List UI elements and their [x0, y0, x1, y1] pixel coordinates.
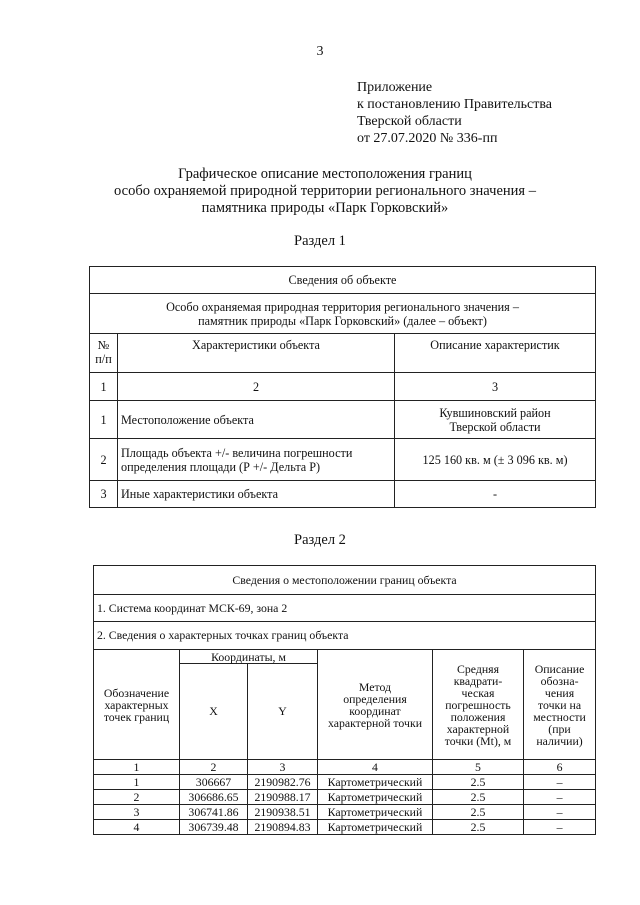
object-info-table — [89, 266, 596, 508]
header-line: Описание — [534, 661, 585, 676]
col-number: 2 — [118, 373, 395, 401]
header-line: (при — [548, 721, 571, 736]
point-y: 2190988.17 — [248, 790, 318, 805]
row-value: 125 160 кв. м (± 3 096 кв. м) — [395, 439, 596, 481]
object-line: Особо охраняемая природная территория регионального значения – — [166, 299, 519, 314]
point-x: 306739.48 — [180, 820, 248, 835]
header-line: координат — [349, 703, 401, 718]
header-line: чения — [544, 685, 575, 700]
header-y: Y — [248, 664, 318, 760]
header-line: характерной точки — [327, 715, 423, 730]
title-line: памятника природы «Парк Горковский» — [201, 200, 449, 216]
table-row — [94, 790, 596, 805]
object-line: памятник природы «Парк Горковский» (далее – объект) — [198, 313, 487, 328]
header-line: Метод — [358, 679, 392, 694]
object-description — [90, 294, 596, 334]
table-row — [90, 439, 596, 481]
appendix-line: Тверской области — [357, 114, 462, 129]
header-line: квадрати- — [453, 673, 503, 688]
point-error: 2.5 — [433, 805, 524, 820]
row-num: 2 — [90, 439, 118, 481]
point-description: – — [524, 805, 596, 820]
point-method: Картометрический — [318, 790, 433, 805]
header-line: определения — [343, 691, 407, 706]
point-method: Картометрический — [318, 805, 433, 820]
table-row — [94, 805, 596, 820]
col-number: 3 — [248, 760, 318, 775]
header-description: Описание характеристик — [395, 334, 596, 373]
header-line: ческая — [461, 685, 495, 700]
header-line: Средняя — [456, 661, 499, 676]
table-row — [94, 775, 596, 790]
header-line: наличии) — [536, 733, 583, 748]
header-line: местности — [533, 709, 586, 724]
header-characteristics: Характеристики объекта — [118, 334, 395, 373]
col-number: 3 — [395, 373, 596, 401]
table-title: Сведения о местоположении границ объекта — [94, 566, 596, 595]
point-id: 1 — [94, 775, 180, 790]
point-description: – — [524, 775, 596, 790]
row-num: 3 — [90, 481, 118, 508]
header-line: положения — [450, 709, 506, 724]
points-title: 2. Сведения о характерных точках границ объекта — [94, 622, 596, 650]
row-name-line: Площадь объекта +/- величина погрешности — [121, 445, 353, 460]
header-point-description — [524, 650, 596, 760]
header-num-line: № — [97, 338, 110, 352]
point-description: – — [524, 790, 596, 805]
header-line: точки на — [537, 697, 582, 712]
point-id: 4 — [94, 820, 180, 835]
header-error — [433, 650, 524, 760]
col-number: 1 — [90, 373, 118, 401]
table-row — [90, 481, 596, 508]
title-line: Графическое описание местоположения границ — [178, 166, 472, 182]
header-line: погрешность — [445, 697, 511, 712]
row-value-line: Кувшиновский район — [439, 405, 551, 420]
table-title: Сведения об объекте — [90, 267, 596, 294]
appendix-line: к постановлению Правительства — [357, 97, 553, 112]
col-number: 5 — [433, 760, 524, 775]
header-line: точек границ — [103, 709, 170, 724]
point-description: – — [524, 820, 596, 835]
header-line: Обозначение — [103, 685, 170, 700]
point-error: 2.5 — [433, 790, 524, 805]
header-num-line: п/п — [95, 352, 112, 366]
point-y: 2190982.76 — [248, 775, 318, 790]
point-error: 2.5 — [433, 820, 524, 835]
col-number: 6 — [524, 760, 596, 775]
point-id: 2 — [94, 790, 180, 805]
section-2-heading: Раздел 2 — [294, 532, 346, 548]
point-method: Картометрический — [318, 820, 433, 835]
row-value — [395, 401, 596, 439]
header-coords: Координаты, м — [180, 650, 318, 664]
point-x: 306686.65 — [180, 790, 248, 805]
row-name: Иные характеристики объекта — [118, 481, 395, 508]
title-line: особо охраняемой природной территории регионального значения – — [114, 183, 536, 199]
point-error: 2.5 — [433, 775, 524, 790]
appendix-line: Приложение — [357, 80, 433, 95]
header-designation — [94, 650, 180, 760]
appendix-line: от 27.07.2020 № 336-пп — [357, 131, 498, 146]
col-number: 4 — [318, 760, 433, 775]
header-line: характерной — [446, 721, 510, 736]
point-y: 2190894.83 — [248, 820, 318, 835]
boundary-points-table — [93, 565, 596, 835]
page-number: 3 — [316, 44, 324, 59]
col-number: 1 — [94, 760, 180, 775]
point-x: 306741.86 — [180, 805, 248, 820]
row-value-line: Тверской области — [449, 419, 541, 434]
document-title — [60, 166, 590, 217]
point-id: 3 — [94, 805, 180, 820]
row-name — [118, 439, 395, 481]
point-x: 306667 — [180, 775, 248, 790]
header-line: обозна- — [540, 673, 579, 688]
table-row — [94, 820, 596, 835]
header-method — [318, 650, 433, 760]
row-num: 1 — [90, 401, 118, 439]
row-name: Местоположение объекта — [118, 401, 395, 439]
row-name-line: определения площади (Р +/- Дельта Р) — [121, 459, 321, 474]
coordinate-system: 1. Система координат МСК-69, зона 2 — [94, 595, 596, 622]
header-x: X — [180, 664, 248, 760]
appendix-block — [357, 79, 552, 147]
header-num — [90, 334, 118, 373]
table-row — [90, 401, 596, 439]
col-number: 2 — [180, 760, 248, 775]
point-method: Картометрический — [318, 775, 433, 790]
header-line: точки (Mt), м — [444, 733, 512, 748]
header-line: характерных — [104, 697, 169, 712]
point-y: 2190938.51 — [248, 805, 318, 820]
section-1-heading: Раздел 1 — [294, 233, 346, 249]
row-value: - — [395, 481, 596, 508]
